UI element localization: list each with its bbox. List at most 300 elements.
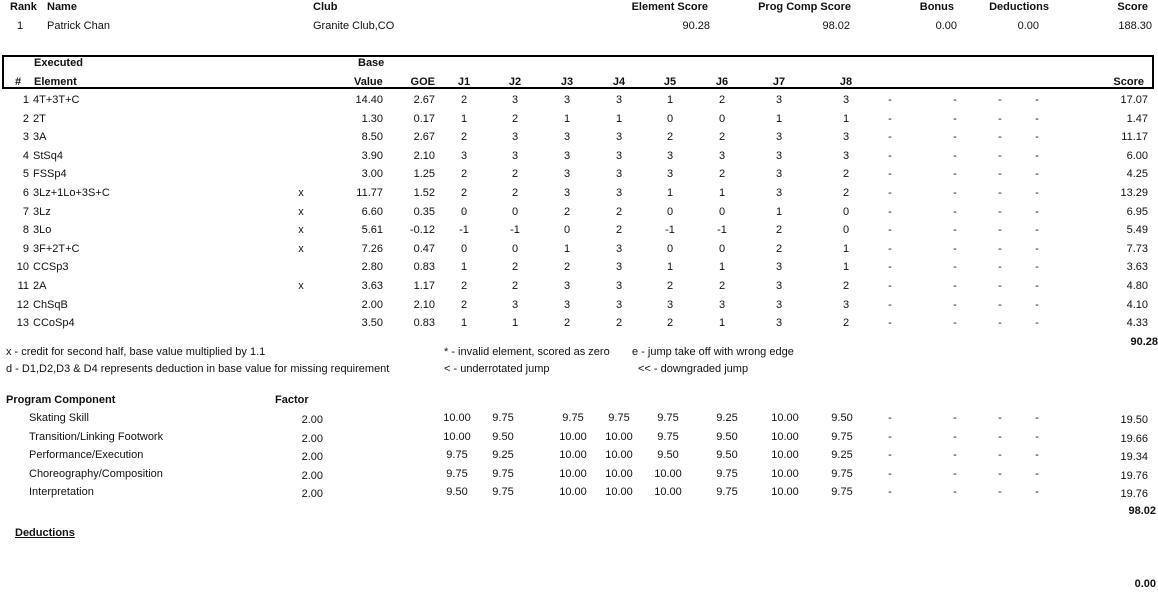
element-row-name: 3Lo [33,224,52,237]
component-row-score: 19.76 [1120,488,1148,500]
element-row-j2: 2 [511,112,519,125]
element-row-num: 11 [17,280,29,292]
total-score-value: 188.30 [1118,20,1152,32]
component-row-j7: 10.00 [771,430,799,443]
element-row-score: 13.29 [1120,187,1148,199]
element-row-name: 2A [33,280,47,292]
element-row-dash: - [998,317,1002,330]
element-row-dash: - [888,242,892,255]
element-row-score: 17.07 [1120,94,1148,106]
component-row-j5: 9.75 [657,412,679,424]
component-row-factor: 2.00 [301,469,323,482]
element-row-name: 3F+2T+C [33,242,80,255]
judge-header-6: J6 [715,76,729,88]
element-row-score: 5.49 [1126,224,1148,237]
element-row-dash: - [888,317,892,330]
element-row-num: 8 [22,224,29,237]
element-row-j1: 1 [460,261,468,274]
element-row-score: 4.33 [1126,317,1148,330]
element-score-value: 90.28 [682,20,710,32]
element-row-j2: 2 [511,261,519,274]
component-row-j4: 10.00 [605,430,633,443]
element-row-base: 14.40 [355,94,383,106]
element-row-goe: 2.67 [413,131,435,144]
deductions-label: Deductions [15,527,75,539]
element-row-j8: 1 [842,112,850,125]
component-row-dash: - [953,430,957,443]
element-row-j5: 2 [666,280,674,292]
num-header: # [15,76,22,88]
element-row-j4: 3 [615,242,623,255]
element-row-dash: - [1035,317,1039,330]
element-row-dash: - [953,205,957,218]
element-score-header: Element Score [631,1,708,13]
element-row-base: 7.26 [361,242,383,255]
element-row-dash: - [953,280,957,292]
judge-header-8: J8 [839,76,853,88]
element-row-base: 2.80 [361,261,383,274]
element-row-j3: 3 [563,187,571,199]
component-row-j3: 10.00 [559,430,587,443]
components-total: 98.02 [1128,505,1156,517]
component-row-dash: - [1035,430,1039,443]
component-row-j5: 10.00 [654,486,682,498]
component-row-j2: 9.75 [492,467,514,480]
bonus-value: 0.00 [935,20,957,32]
bonus-header: Bonus [919,1,954,13]
element-row-j5: -1 [665,224,675,237]
component-row-score: 19.66 [1120,432,1148,445]
element-row-j5: 1 [666,94,674,106]
element-row-j7: 3 [775,168,783,181]
component-row-dash: - [998,449,1002,461]
component-row-j2: 9.50 [492,430,514,443]
element-row-score: 4.25 [1126,168,1148,181]
element-row-dash: - [1035,149,1039,162]
component-row-dash: - [888,467,892,480]
element-row-j8: 2 [842,187,850,199]
element-row-j5: 3 [666,298,674,311]
element-row-j4: 3 [615,94,623,106]
element-row-dash: - [998,224,1002,237]
element-row-x: x [298,280,304,292]
element-row-dash: - [888,94,892,106]
element-row-dash: - [953,94,957,106]
element-row-goe: 2.10 [413,298,435,311]
element-header: Element [34,76,77,88]
element-row-j3: 1 [563,242,571,255]
score-header: Score [1117,1,1148,13]
component-row-score: 19.76 [1120,469,1148,482]
element-row-dash: - [953,131,957,144]
element-row-name: 3Lz [33,205,51,218]
judge-header-3: J3 [560,76,574,88]
element-row-x: x [298,187,304,199]
value-header: Value [354,76,383,88]
element-row-j6: 0 [718,242,726,255]
component-row-j7: 10.00 [771,486,799,498]
factor-header: Factor [275,394,309,406]
element-row-num: 5 [22,168,29,181]
element-row-j8: 2 [842,280,850,292]
element-row-j8: 1 [842,242,850,255]
legend-edge-note: e - jump take off with wrong edge [632,346,794,358]
element-row-dash: - [998,261,1002,274]
element-row-j1: -1 [459,224,469,237]
element-row-j2: 2 [511,280,519,292]
element-row-num: 10 [16,261,29,274]
element-row-dash: - [1035,131,1039,144]
element-row-j3: 3 [563,149,571,162]
element-row-j6: 2 [718,168,726,181]
element-row-j2: 3 [511,131,519,144]
component-row-j7: 10.00 [771,449,799,461]
legend-d-note: d - D1,D2,D3 & D4 represents deduction in base value for missing requirement [6,363,390,375]
element-row-goe: -0.12 [409,224,435,237]
component-row-j8: 9.50 [831,412,853,424]
element-row-j1: 2 [460,131,468,144]
element-score-col-header: Score [1113,76,1144,88]
element-row-base: 5.61 [361,224,383,237]
component-row-j6: 9.50 [716,449,738,461]
element-row-dash: - [1035,261,1039,274]
element-row-name: CCoSp4 [33,317,75,330]
component-row-dash: - [888,449,892,461]
element-row-base: 8.50 [361,131,383,144]
element-row-j7: 3 [775,280,783,292]
element-row-j6: 2 [718,131,726,144]
component-row-j7: 10.00 [771,467,799,480]
element-row-name: 3Lz+1Lo+3S+C [33,187,110,199]
component-row-j8: 9.75 [831,467,853,480]
element-row-dash: - [888,224,892,237]
element-row-j4: 3 [615,149,623,162]
element-row-name: 2T [33,112,46,125]
executed-header: Executed [34,57,83,69]
element-row-j7: 2 [775,224,783,237]
element-row-dash: - [953,149,957,162]
component-row-factor: 2.00 [301,451,323,463]
element-row-base: 3.90 [361,149,383,162]
element-row-name: ChSqB [33,298,68,311]
element-row-goe: 0.35 [413,205,435,218]
element-row-score: 4.10 [1126,298,1148,311]
element-row-j1: 1 [460,317,468,330]
element-row-goe: 0.17 [413,112,435,125]
element-row-score: 6.95 [1126,205,1148,218]
component-row-j6: 9.50 [716,430,738,443]
element-row-j1: 2 [460,298,468,311]
component-row-dash: - [1035,412,1039,424]
element-row-j4: 2 [615,317,623,330]
element-row-j3: 3 [563,168,571,181]
element-row-j4: 3 [615,280,623,292]
element-row-j8: 3 [842,94,850,106]
element-row-base: 11.77 [356,187,383,199]
element-row-j4: 3 [615,187,623,199]
element-row-base: 2.00 [361,298,383,311]
element-row-j3: 3 [563,280,571,292]
element-row-j3: 3 [563,298,571,311]
component-row-dash: - [1035,467,1039,480]
element-row-dash: - [1035,224,1039,237]
element-row-dash: - [953,168,957,181]
component-row-j6: 9.75 [716,486,738,498]
prog-comp-score-header: Prog Comp Score [758,1,851,13]
element-row-dash: - [998,94,1002,106]
element-row-goe: 0.83 [413,317,435,330]
element-row-dash: - [953,298,957,311]
element-row-base: 3.00 [361,168,383,181]
element-row-j3: 2 [563,261,571,274]
element-row-j7: 1 [775,205,783,218]
element-row-score: 1.47 [1126,112,1148,125]
element-row-j5: 0 [666,205,674,218]
element-row-base: 3.50 [361,317,383,330]
element-row-dash: - [1035,187,1039,199]
element-row-j5: 3 [666,168,674,181]
deductions-header: Deductions [989,1,1049,13]
component-row-factor: 2.00 [301,488,323,500]
deductions-value: 0.00 [1017,20,1039,32]
element-row-base: 6.60 [361,205,383,218]
element-row-name: FSSp4 [33,168,67,181]
component-row-j2: 9.75 [492,486,514,498]
element-row-dash: - [998,187,1002,199]
element-row-score: 3.63 [1126,261,1148,274]
component-row-j5: 9.50 [657,449,679,461]
component-row-j5: 10.00 [654,467,682,480]
element-row-j1: 2 [460,280,468,292]
element-row-dash: - [953,224,957,237]
element-row-num: 6 [22,187,29,199]
element-row-j7: 3 [775,317,783,330]
component-row-j3: 10.00 [559,449,587,461]
element-row-j1: 2 [460,187,468,199]
element-row-dash: - [953,242,957,255]
element-row-j6: 3 [718,298,726,311]
element-row-dash: - [888,112,892,125]
element-row-j8: 0 [842,205,850,218]
element-row-j2: 0 [511,242,519,255]
element-row-j4: 3 [615,131,623,144]
element-row-j6: 1 [718,317,726,330]
element-row-dash: - [998,280,1002,292]
component-row-j1: 10.00 [443,430,471,443]
element-row-j1: 0 [460,242,468,255]
element-row-j4: 2 [615,205,623,218]
element-row-dash: - [888,280,892,292]
component-row-dash: - [953,467,957,480]
component-row-j8: 9.75 [831,486,853,498]
element-row-j7: 3 [775,94,783,106]
element-row-j3: 3 [563,94,571,106]
element-row-j8: 2 [842,168,850,181]
element-row-dash: - [1035,280,1039,292]
legend-invalid-note: * - invalid element, scored as zero [444,346,610,358]
element-row-dash: - [998,168,1002,181]
element-row-num: 13 [16,317,29,330]
component-row-dash: - [1035,486,1039,498]
element-row-j4: 1 [615,112,623,125]
element-row-j7: 3 [775,298,783,311]
judge-header-7: J7 [772,76,786,88]
element-row-score: 11.17 [1121,131,1148,144]
element-row-j7: 3 [775,187,783,199]
element-row-dash: - [888,261,892,274]
component-row-dash: - [1035,449,1039,461]
element-row-j3: 0 [563,224,571,237]
component-row-name: Choreography/Composition [29,467,163,480]
element-row-dash: - [998,242,1002,255]
element-row-dash: - [998,149,1002,162]
element-row-goe: 0.83 [413,261,435,274]
element-row-score: 7.73 [1126,242,1148,255]
element-row-j7: 1 [775,112,783,125]
element-row-goe: 1.52 [413,187,435,199]
prog-comp-score-value: 98.02 [822,20,850,32]
element-row-j5: 1 [666,261,674,274]
component-row-j1: 9.50 [446,486,468,498]
element-row-base: 3.63 [361,280,383,292]
element-row-dash: - [888,168,892,181]
element-row-j8: 3 [842,149,850,162]
component-row-dash: - [953,412,957,424]
element-row-j3: 1 [563,112,571,125]
element-row-j1: 0 [460,205,468,218]
component-row-dash: - [998,412,1002,424]
element-row-dash: - [1035,242,1039,255]
judge-header-4: J4 [612,76,626,88]
component-row-j8: 9.25 [831,449,853,461]
rank-value: 1 [17,20,24,32]
element-row-dash: - [998,131,1002,144]
element-row-dash: - [888,298,892,311]
element-row-goe: 1.17 [413,280,435,292]
element-row-dash: - [1035,168,1039,181]
element-row-dash: - [1035,205,1039,218]
element-row-dash: - [998,298,1002,311]
element-row-j2: 0 [511,205,519,218]
element-row-dash: - [888,149,892,162]
element-row-j1: 3 [460,149,468,162]
judge-header-5: J5 [663,76,677,88]
element-row-j6: -1 [717,224,727,237]
element-row-x: x [298,224,304,237]
element-row-j7: 3 [775,149,783,162]
element-row-j6: 2 [718,94,726,106]
element-row-j5: 0 [666,242,674,255]
component-row-factor: 2.00 [301,432,323,445]
element-row-j1: 2 [460,168,468,181]
component-row-j1: 9.75 [446,449,468,461]
element-row-num: 3 [22,131,29,144]
element-row-dash: - [953,261,957,274]
element-row-score: 6.00 [1126,149,1148,162]
component-row-dash: - [953,449,957,461]
element-row-num: 4 [22,149,29,162]
element-row-dash: - [953,187,957,199]
element-row-dash: - [953,112,957,125]
element-row-j8: 0 [842,224,850,237]
component-row-dash: - [888,486,892,498]
component-row-j4: 10.00 [605,486,633,498]
component-row-dash: - [998,486,1002,498]
component-row-dash: - [888,412,892,424]
component-row-name: Performance/Execution [29,449,144,461]
goe-header: GOE [410,76,435,88]
judge-header-2: J2 [508,76,522,88]
component-row-dash: - [888,430,892,443]
component-row-j6: 9.25 [716,412,738,424]
element-row-j8: 3 [842,298,850,311]
element-row-j2: 3 [511,298,519,311]
element-row-j6: 2 [718,280,726,292]
element-row-j4: 3 [615,261,623,274]
component-row-score: 19.50 [1120,414,1148,426]
element-row-j1: 1 [460,112,468,125]
component-row-name: Skating Skill [29,412,89,424]
element-row-j7: 2 [775,242,783,255]
element-row-j6: 1 [718,261,726,274]
base-header: Base [358,57,385,69]
element-row-name: CCSp3 [33,261,69,274]
element-row-j6: 0 [718,112,726,125]
element-row-num: 9 [22,242,29,255]
element-row-dash: - [888,131,892,144]
element-row-dash: - [998,205,1002,218]
component-row-j1: 9.75 [446,467,468,480]
element-row-num: 12 [16,298,29,311]
element-row-dash: - [998,112,1002,125]
element-row-j5: 2 [666,131,674,144]
component-row-name: Transition/Linking Footwork [29,430,164,443]
component-row-j4: 10.00 [605,467,633,480]
element-row-j2: 2 [511,187,519,199]
element-row-j4: 3 [615,168,623,181]
element-row-x: x [298,242,304,255]
element-row-name: 4T+3T+C [33,94,80,106]
element-row-j3: 2 [563,317,571,330]
element-row-num: 7 [22,205,29,218]
component-row-j4: 9.75 [608,412,630,424]
element-row-base: 1.30 [361,112,383,125]
component-row-dash: - [998,467,1002,480]
element-row-name: 3A [33,131,47,144]
legend-x-note: x - credit for second half, base value multiplied by 1.1 [6,346,266,358]
element-row-j4: 3 [615,298,623,311]
element-row-j6: 0 [718,205,726,218]
component-row-j1: 10.00 [443,412,471,424]
component-row-factor: 2.00 [301,414,323,426]
judge-header-1: J1 [457,76,471,88]
program-component-header: Program Component [6,394,116,406]
element-row-dash: - [1035,112,1039,125]
element-row-num: 2 [22,112,29,125]
element-row-j5: 3 [666,149,674,162]
component-row-j2: 9.75 [492,412,514,424]
component-row-j3: 10.00 [559,486,587,498]
legend-under-note: < - underrotated jump [444,363,550,375]
element-row-j5: 1 [666,187,674,199]
rank-header: Rank [10,1,37,13]
element-row-j7: 3 [775,131,783,144]
element-row-j1: 2 [460,94,468,106]
component-row-dash: - [998,430,1002,443]
deductions-total: 0.00 [1134,578,1156,590]
element-row-j2: 3 [511,149,519,162]
element-row-dash: - [888,187,892,199]
